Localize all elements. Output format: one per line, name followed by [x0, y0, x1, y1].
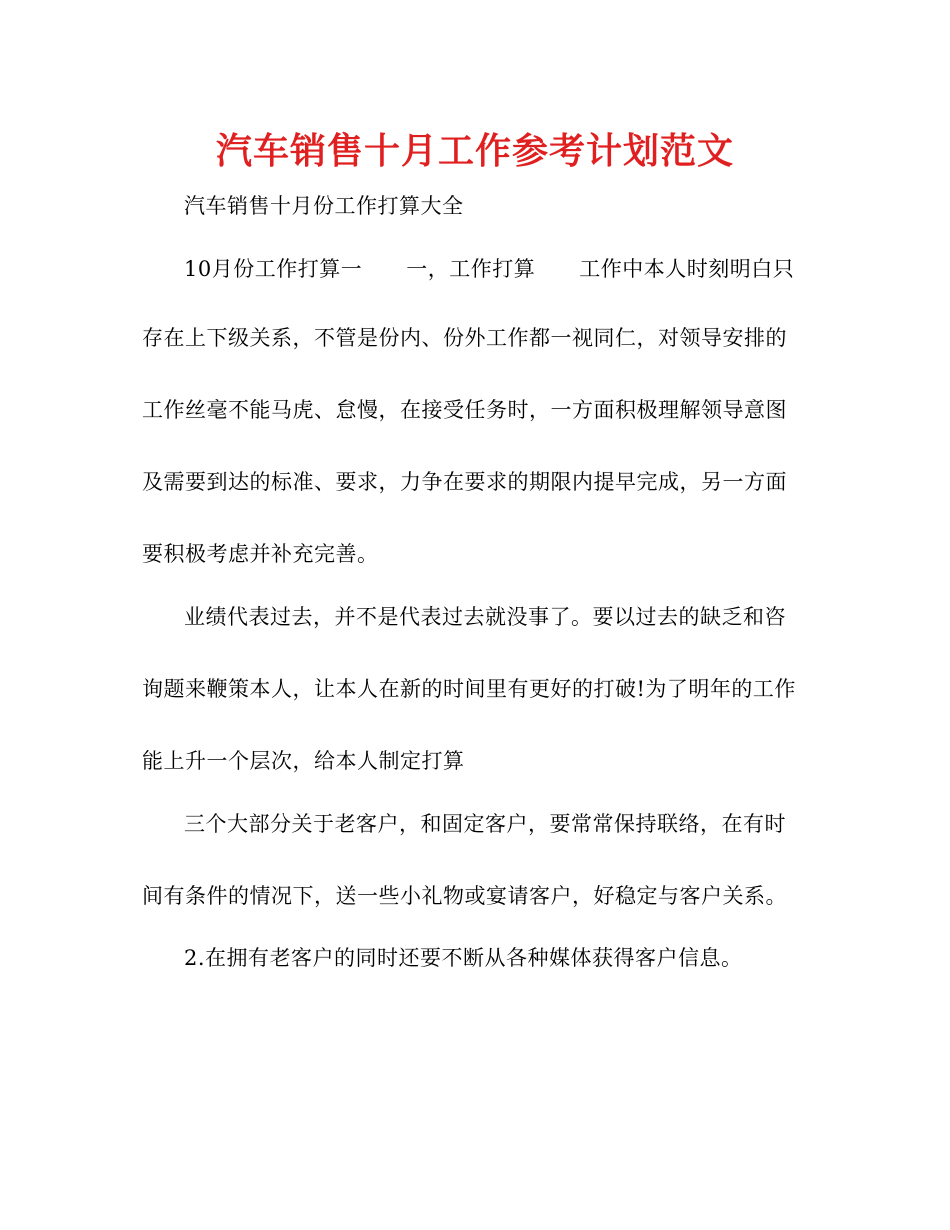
plan-heading: 10月份工作打算一	[184, 257, 363, 281]
paragraph-2-line-1: 业绩代表过去，并不是代表过去就没事了。要以过去的缺乏和咨	[184, 605, 786, 629]
paragraph-1-line-5: 要积极考虑并补充完善。	[142, 542, 379, 566]
paragraph-2-line-2: 询题来鞭策本人，让本人在新的时间里有更好的打破!为了明年的工作	[142, 677, 796, 701]
document-title: 汽车销售十月工作参考计划范文	[215, 131, 734, 172]
paragraph-1-line-1	[142, 253, 812, 285]
document-subtitle: 汽车销售十月份工作打算大全	[184, 194, 464, 218]
paragraph-1-line-2: 存在上下级关系，不管是份内、份外工作都一视同仁，对领导安排的	[142, 326, 787, 350]
paragraph-1-text-start: 工作中本人时刻明白只	[579, 257, 795, 281]
paragraph-2-line-3: 能上升一个层次，给本人制定打算	[142, 749, 465, 773]
paragraph-3-line-1: 三个大部分关于老客户，和固定客户，要常常保持联络，在有时	[184, 812, 786, 836]
paragraph-1-line-4: 及需要到达的标准、要求，力争在要求的期限内提早完成，另一方面	[142, 470, 787, 494]
paragraph-1-line-3: 工作丝毫不能马虎、怠慢，在接受任务时，一方面积极理解领导意图	[142, 398, 787, 422]
paragraph-3-line-2: 间有条件的情况下，送一些小礼物或宴请客户，好稳定与客户关系。	[142, 884, 787, 908]
plan-section-heading: 一，工作打算	[406, 257, 536, 281]
paragraph-4-line-1: 2.在拥有老客户的同时还要不断从各种媒体获得客户信息。	[184, 946, 743, 970]
